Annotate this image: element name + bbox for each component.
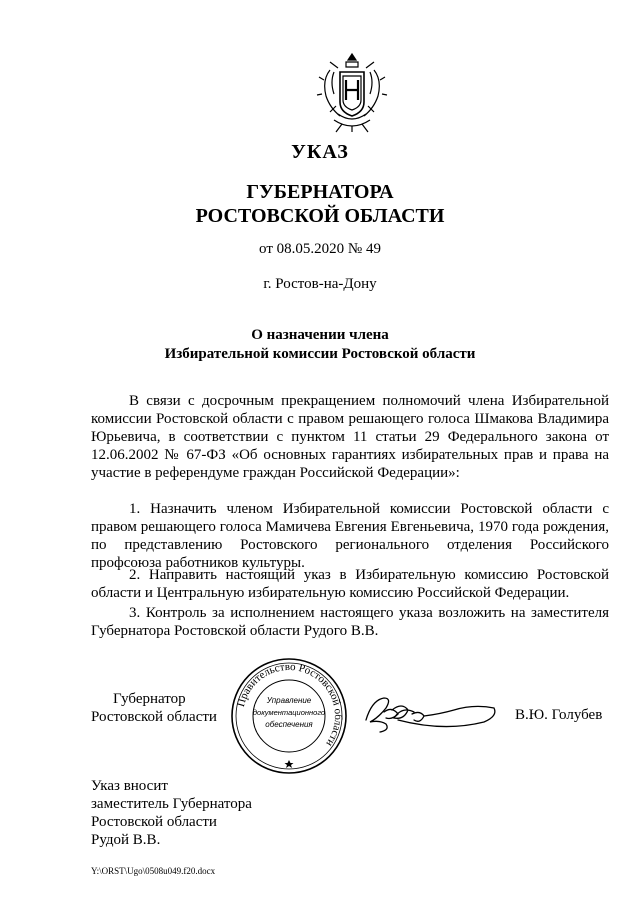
subject-line-1: О назначении члена	[251, 327, 389, 343]
document-subject	[0, 326, 640, 364]
official-seal-stamp	[229, 656, 349, 776]
submitted-by-line-2: заместитель Губернатора	[91, 796, 252, 812]
document-date-number: от 08.05.2020 № 49	[259, 241, 381, 257]
item-2-paragraph: 2. Направить настоящий указ в Избирательную комиссию Ростовской области и Центральную избирательную комиссию Российской Федерации.	[91, 567, 609, 601]
signatory-title-line-1: Губернатор	[113, 691, 186, 707]
submitted-by-line-4: Рудой В.В.	[91, 832, 161, 848]
signatory-title	[91, 690, 217, 726]
issuer-line-2: РОСТОВСКОЙ ОБЛАСТИ	[195, 205, 445, 227]
intro-paragraph: В связи с досрочным прекращением полномочий члена Избирательной комиссии Ростовской области с правом решающего голоса Шмакова Владимира Юрьевича, в соответствии с пунктом 11 статьи 29 Федерального закона от 12.06.2002 № 67-ФЗ «Об основных гарантиях избирательных прав и права на участие в референдуме граждан Российской Федерации»:	[91, 393, 609, 481]
coat-of-arms-icon	[316, 50, 388, 134]
document-city: г. Ростов-на-Дону	[263, 276, 377, 292]
seal-inner-line-2: документационного	[252, 708, 326, 717]
signatory-title-line-2: Ростовской области	[91, 709, 217, 725]
subject-line-2: Избирательной комиссии Ростовской области	[164, 346, 476, 362]
seal-inner-line-1: Управление	[266, 696, 312, 705]
item-3-paragraph: 3. Контроль за исполнением настоящего указа возложить на заместителя Губернатора Ростовской области Рудого В.В.	[91, 605, 609, 639]
submitted-by-line-3: Ростовской области	[91, 814, 217, 830]
file-path-footer: Y:\ORST\Ugo\0508u049.f20.docx	[91, 866, 216, 876]
signatory-name: В.Ю. Голубев	[515, 707, 603, 723]
issuer-line-1: ГУБЕРНАТОРА	[246, 181, 394, 203]
seal-ring-text: Правительство Ростовской области	[234, 660, 345, 749]
document-type-title: УКАЗ	[291, 141, 349, 163]
item-1-paragraph: 1. Назначить членом Избирательной комиссии Ростовской области с правом решающего голоса Мамичева Евгения Евгеньевича, 1970 года рождения, по представлению Ростовского регионального отделения Российского профсоюза работников культуры.	[91, 501, 609, 571]
submitted-by-line-1: Указ вносит	[91, 778, 168, 794]
issuer-title	[0, 180, 640, 228]
handwritten-signature	[362, 690, 502, 736]
submitted-by-block	[91, 777, 252, 849]
seal-inner-line-3: обеспечения	[265, 720, 313, 729]
